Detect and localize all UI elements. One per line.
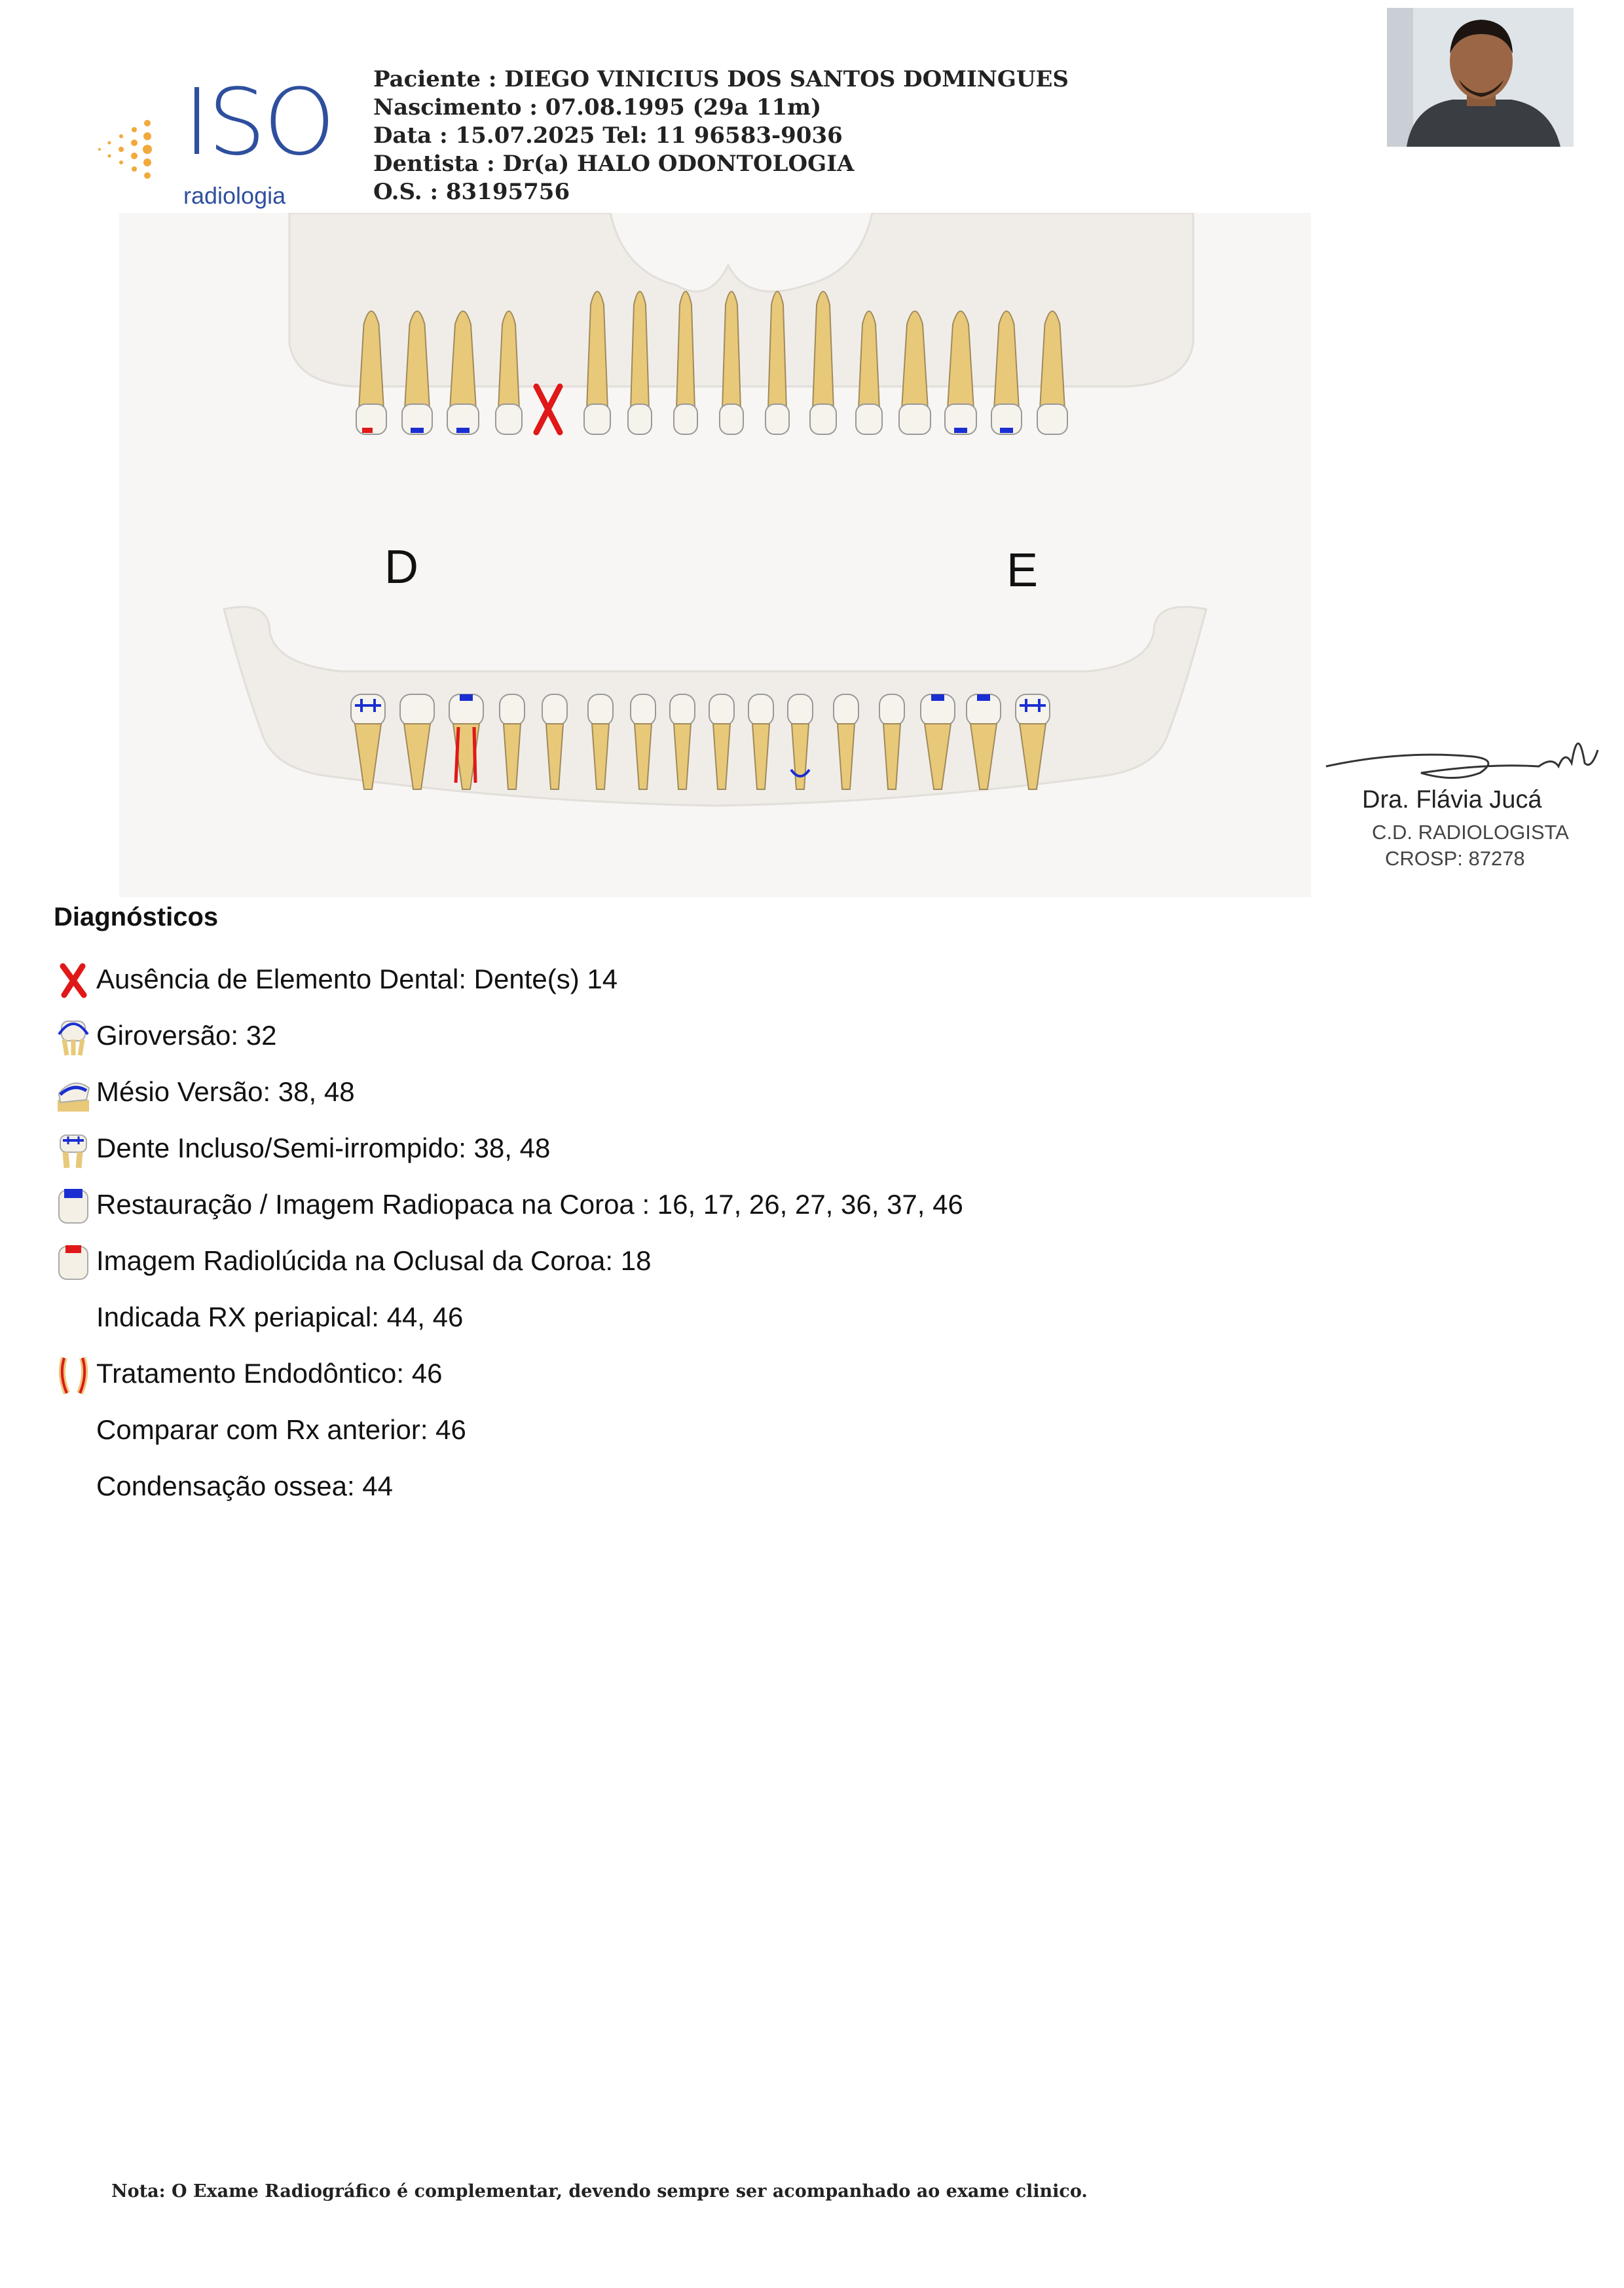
patient-name: Paciente : DIEGO VINICIUS DOS SANTOS DOMINGUES	[373, 66, 1069, 92]
order-number: O.S. : 83195756	[373, 179, 570, 205]
radiologist-role: C.D. RADIOLOGISTA	[1372, 821, 1569, 844]
dentist-name: Dentista : Dr(a) HALO ODONTOLOGIA	[373, 151, 855, 177]
list-item: Tratamento Endodôntico: 46	[54, 1354, 1298, 1410]
logo-dots-icon	[85, 110, 170, 195]
endodontic-icon	[54, 1355, 93, 1395]
footnote: Nota: O Exame Radiográfico é complementar, devendo sempre ser acompanhado ao exame clinico.	[111, 2181, 1088, 2202]
person-avatar-icon	[1387, 8, 1574, 147]
list-item: Imagem Radiolúcida na Oclusal da Coroa: 18	[54, 1241, 1298, 1298]
mesioversion-icon	[54, 1074, 93, 1113]
iso-logo	[85, 69, 333, 215]
logo-brand: ISO	[183, 69, 333, 176]
left-side-label: E	[1006, 544, 1039, 597]
radiologist-crosp: CROSP: 87278	[1385, 847, 1525, 870]
signature-stroke-icon	[1323, 711, 1611, 783]
patient-birth: Nascimento : 07.08.1995 (29a 11m)	[373, 94, 822, 121]
radiologist-name: Dra. Flávia Jucá	[1362, 786, 1542, 814]
restoration-icon	[54, 1186, 93, 1226]
diagnostics-list	[54, 960, 1298, 1523]
radiologist-signature	[1323, 711, 1611, 881]
list-item: Restauração / Imagem Radiopaca na Coroa : 16, 17, 26, 27, 36, 37, 46	[54, 1185, 1298, 1241]
list-item: Giroversão: 32	[54, 1016, 1298, 1072]
list-item: Condensação ossea: 44	[96, 1471, 393, 1501]
patient-info	[373, 66, 1323, 206]
impacted-tooth-icon	[54, 1130, 93, 1169]
odontogram-drawing	[119, 213, 1311, 897]
list-item: Indicada RX periapical: 44, 46	[96, 1302, 464, 1332]
rotation-icon	[54, 1017, 93, 1057]
radiolucent-icon	[54, 1243, 93, 1282]
dental-odontogram	[119, 213, 1311, 897]
exam-date: Data : 15.07.2025 Tel: 11 96583-9036	[373, 122, 843, 149]
upper-tooth	[536, 386, 560, 432]
list-item: Comparar com Rx anterior: 46	[96, 1414, 466, 1445]
diagnostics-title: Diagnósticos	[54, 903, 219, 931]
patient-photo	[1387, 8, 1574, 147]
right-side-label: D	[384, 541, 418, 593]
logo-subtitle: radiologia	[183, 182, 286, 209]
list-item: Mésio Versão: 38, 48	[54, 1072, 1298, 1129]
list-item: Ausência de Elemento Dental: Dente(s) 14	[54, 960, 1298, 1016]
list-item: Dente Incluso/Semi-irrompido: 38, 48	[54, 1129, 1298, 1185]
missing-tooth-icon	[54, 961, 93, 1000]
